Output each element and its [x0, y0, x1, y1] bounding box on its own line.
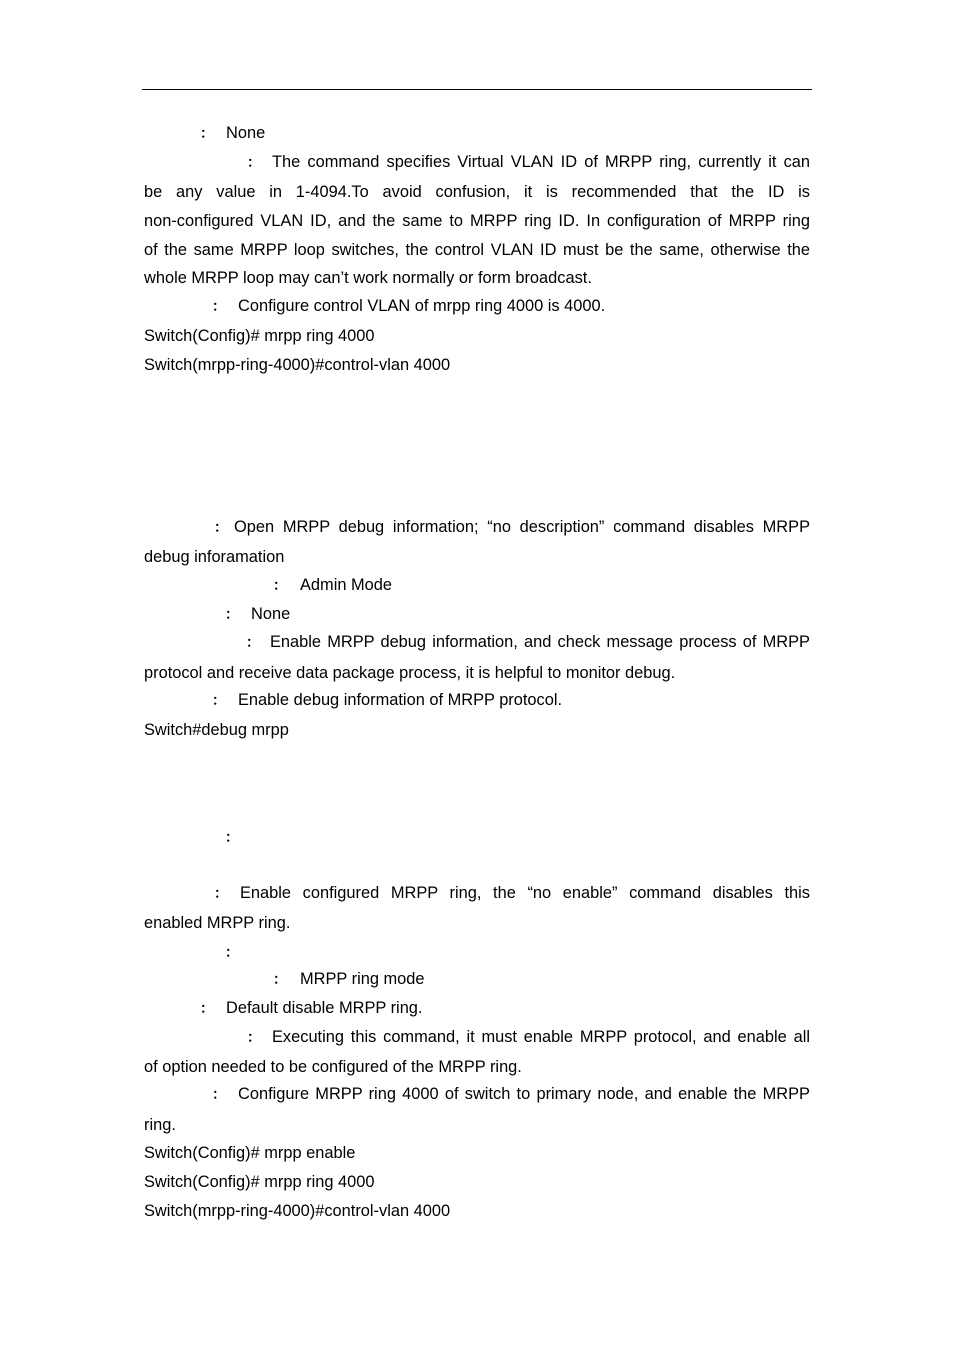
usage-line: ： Enable MRPP debug information, and check message process of MRPP	[246, 633, 810, 651]
code-line: Switch(mrpp-ring-4000)#control-vlan 4000	[144, 1202, 451, 1220]
example-line: ring.	[144, 1116, 176, 1134]
function-line: ： Enable configured MRPP ring, the “no enable” command disables this	[214, 884, 810, 902]
header-rule	[142, 89, 812, 90]
usage-line: protocol and receive data package process, it is helpful to monitor debug.	[144, 664, 676, 682]
parameter-line: ：	[225, 944, 239, 960]
code-line: Switch(Config)# mrpp enable	[144, 1144, 356, 1162]
example-line: ： Enable debug information of MRPP protocol.	[212, 691, 563, 709]
code-line: Switch(mrpp-ring-4000)#control-vlan 4000	[144, 356, 451, 374]
code-line: Switch(Config)# mrpp ring 4000	[144, 1173, 375, 1191]
code-line: Switch(Config)# mrpp ring 4000	[144, 327, 375, 345]
default-line: ： None	[200, 124, 266, 142]
example-line: ： Configure MRPP ring 4000 of switch to primary node, and enable the MRPP	[212, 1085, 810, 1103]
mode-line: ： Admin Mode	[273, 576, 393, 594]
function-line: debug inforamation	[144, 548, 285, 566]
usage-line: ： Executing this command, it must enable MRPP protocol, and enable all	[247, 1028, 810, 1046]
usage-line: ： The command specifies Virtual VLAN ID of MRPP ring, currently it can	[247, 153, 810, 171]
code-line: Switch#debug mrpp	[144, 721, 289, 739]
usage-line: whole MRPP loop may can’t work normally or form broadcast.	[144, 269, 592, 287]
usage-line: of option needed to be configured of the MRPP ring.	[144, 1058, 522, 1076]
default-line: ： None	[225, 605, 291, 623]
usage-line: of the same MRPP loop switches, the control VLAN ID must be the same, otherwise the	[144, 241, 810, 259]
function-line: ： Open MRPP debug information; “no description” command disables MRPP	[214, 518, 810, 536]
usage-line: be any value in 1-4094.To avoid confusion, it is recommended that the ID is	[144, 183, 810, 201]
mode-line: ： MRPP ring mode	[273, 970, 425, 988]
default-line: ： Default disable MRPP ring.	[200, 999, 423, 1017]
usage-line: non-configured VLAN ID, and the same to MRPP ring ID. In configuration of MRPP ring	[144, 212, 810, 230]
example-line: ： Configure control VLAN of mrpp ring 4000 is 4000.	[212, 297, 606, 315]
function-line: enabled MRPP ring.	[144, 914, 291, 932]
command-line: ：	[225, 829, 239, 845]
